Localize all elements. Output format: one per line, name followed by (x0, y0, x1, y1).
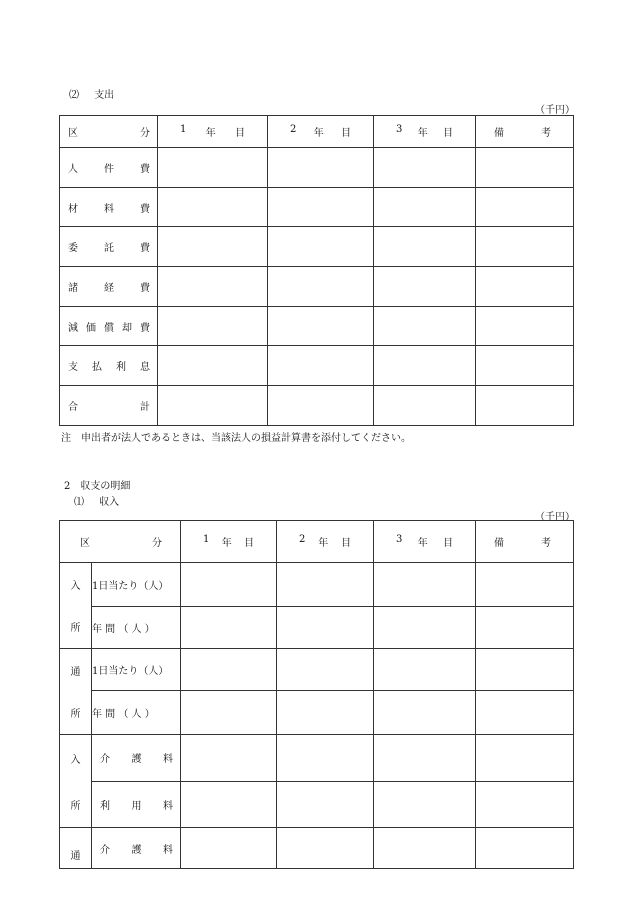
cell-year-1[interactable] (181, 606, 277, 649)
cell-year-3[interactable] (374, 735, 476, 782)
cell-remarks[interactable] (476, 148, 574, 188)
cell-year-3[interactable] (374, 649, 476, 691)
group-label-admission: 入 所 (60, 563, 92, 649)
table-row (60, 781, 574, 828)
cell-remarks[interactable] (476, 649, 574, 691)
table-row (60, 188, 574, 227)
cell-year-1[interactable] (181, 649, 277, 691)
cell-year-2[interactable] (277, 735, 374, 782)
header-year-2: 2 年 目 (268, 116, 374, 148)
cell-remarks[interactable] (476, 227, 574, 267)
cell-year-2[interactable] (277, 828, 374, 869)
cell-remarks[interactable] (476, 828, 574, 869)
cell-remarks[interactable] (476, 188, 574, 227)
table-header-row (60, 521, 574, 563)
header-year-3: 3 年 目 (374, 116, 476, 148)
cell-year-2[interactable] (277, 563, 374, 607)
cell-year-1[interactable] (158, 267, 268, 307)
table-row (60, 563, 574, 607)
cell-year-3[interactable] (374, 307, 476, 346)
cell-year-2[interactable] (268, 386, 374, 426)
cell-year-3[interactable] (374, 267, 476, 307)
table-row (60, 267, 574, 307)
income-table (59, 520, 574, 869)
cell-year-1[interactable] (158, 386, 268, 426)
cell-remarks[interactable] (476, 307, 574, 346)
heading-number: ⑵ (69, 90, 79, 101)
cell-year-3[interactable] (374, 691, 476, 735)
cell-year-1[interactable] (158, 188, 268, 227)
row-label: 1日当たり（人） (92, 563, 181, 607)
cell-year-1[interactable] (181, 691, 277, 735)
cell-year-2[interactable] (268, 267, 374, 307)
heading-label: 支出 (94, 90, 115, 101)
cell-year-2[interactable] (268, 346, 374, 386)
cell-year-2[interactable] (277, 606, 374, 649)
row-label: 介 護 料 (92, 735, 181, 782)
table-row-total (60, 386, 574, 426)
header-year-1: 1 年 目 (181, 521, 277, 563)
unit-label: （千円） (535, 105, 575, 116)
cell-year-3[interactable] (374, 781, 476, 828)
subsection-heading-income (74, 493, 119, 508)
cell-year-1[interactable] (181, 781, 277, 828)
table-row (60, 148, 574, 188)
cell-year-3[interactable] (374, 386, 476, 426)
row-label: 諸 経 費 (60, 267, 158, 307)
table-row (60, 346, 574, 386)
cell-year-3[interactable] (374, 227, 476, 267)
header-category: 区 分 (60, 116, 158, 148)
row-label: 委 託 費 (60, 227, 158, 267)
header-year-2: 2 年 目 (277, 521, 374, 563)
table-header-row (60, 116, 574, 148)
cell-remarks[interactable] (476, 691, 574, 735)
cell-remarks[interactable] (476, 606, 574, 649)
cell-year-1[interactable] (158, 346, 268, 386)
row-label: 介 護 料 (92, 828, 181, 869)
table-row (60, 649, 574, 691)
cell-year-3[interactable] (374, 563, 476, 607)
table-row (60, 691, 574, 735)
cell-remarks[interactable] (476, 781, 574, 828)
cell-year-1[interactable] (158, 227, 268, 267)
cell-year-1[interactable] (181, 828, 277, 869)
cell-year-1[interactable] (158, 307, 268, 346)
header-year-3: 3 年 目 (374, 521, 476, 563)
row-label: 減 価 償 却 費 (60, 307, 158, 346)
header-remarks: 備 考 (476, 521, 574, 563)
row-label: 材 料 費 (60, 188, 158, 227)
cell-year-2[interactable] (268, 307, 374, 346)
group-label-daycare: 通 (60, 828, 92, 869)
row-label: 1日当たり（人） (92, 649, 181, 691)
row-label: 合 計 (60, 386, 158, 426)
table-row (60, 735, 574, 782)
cell-remarks[interactable] (476, 386, 574, 426)
section-heading-expenditure (69, 86, 114, 101)
cell-remarks[interactable] (476, 563, 574, 607)
row-label: 年 間 （ 人 ） (92, 691, 181, 735)
cell-remarks[interactable] (476, 346, 574, 386)
cell-year-3[interactable] (374, 606, 476, 649)
cell-year-2[interactable] (277, 649, 374, 691)
row-label: 人 件 費 (60, 148, 158, 188)
row-label: 利 用 料 (92, 781, 181, 828)
header-remarks: 備 考 (476, 116, 574, 148)
cell-remarks[interactable] (476, 267, 574, 307)
group-label-daycare: 通 所 (60, 649, 92, 735)
cell-year-2[interactable] (277, 691, 374, 735)
cell-year-3[interactable] (374, 188, 476, 227)
table-row (60, 307, 574, 346)
expenditure-table (59, 115, 574, 426)
section-heading-income-detail: 2 収支の明細 (64, 481, 131, 492)
row-label: 年 間 （ 人 ） (92, 606, 181, 649)
cell-year-2[interactable] (268, 188, 374, 227)
table-row (60, 828, 574, 869)
table-row (60, 606, 574, 649)
cell-year-1[interactable] (181, 735, 277, 782)
heading-number: ⑴ (74, 497, 84, 508)
unit-label: （千円） (535, 512, 575, 523)
cell-year-3[interactable] (374, 346, 476, 386)
cell-year-2[interactable] (268, 227, 374, 267)
row-label: 支 払 利 息 (60, 346, 158, 386)
table-row (60, 227, 574, 267)
group-label-admission: 入 所 (60, 735, 92, 828)
cell-year-2[interactable] (277, 781, 374, 828)
cell-year-3[interactable] (374, 148, 476, 188)
heading-label: 収入 (99, 497, 120, 508)
cell-year-1[interactable] (181, 563, 277, 607)
note-text: 注 申出者が法人であるときは、当該法人の損益計算書を添付してください。 (61, 433, 411, 444)
cell-year-2[interactable] (268, 148, 374, 188)
cell-year-3[interactable] (374, 828, 476, 869)
header-category: 区 分 (60, 521, 181, 563)
cell-remarks[interactable] (476, 735, 574, 782)
cell-year-1[interactable] (158, 148, 268, 188)
header-year-1: 1 年 目 (158, 116, 268, 148)
